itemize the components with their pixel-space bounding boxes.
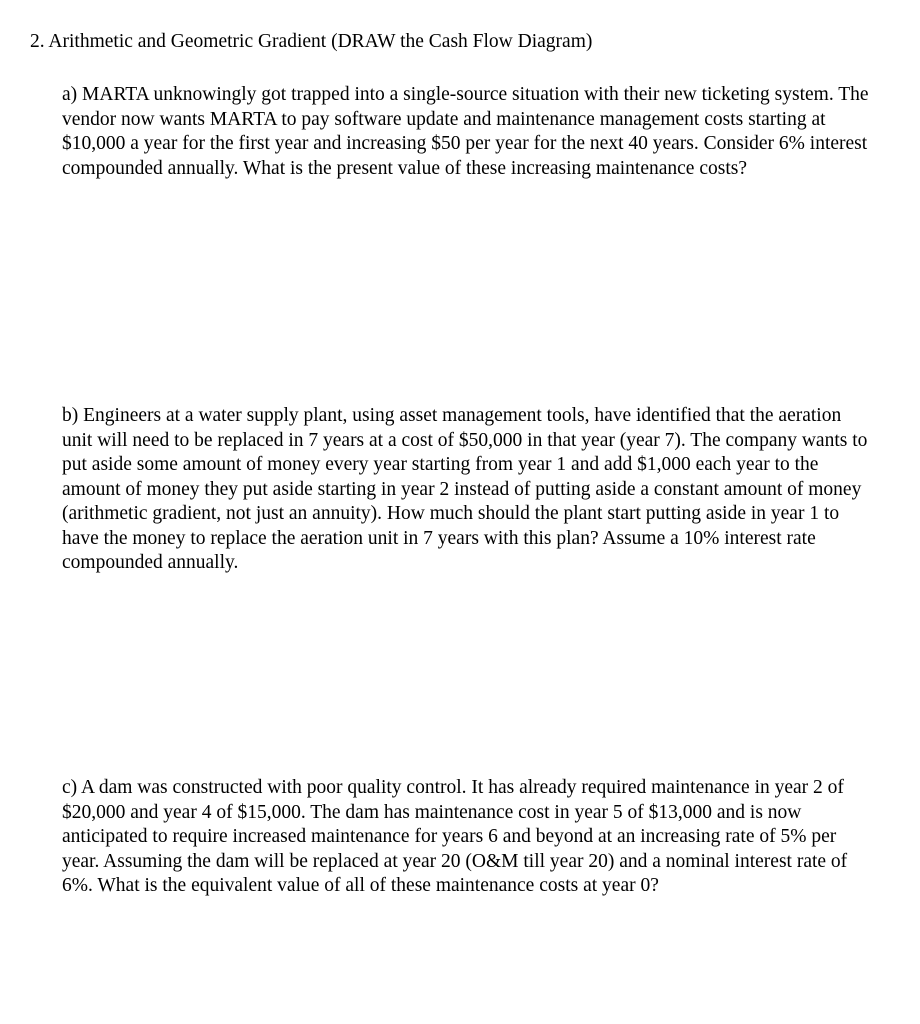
problem-part-a: a) MARTA unknowingly got trapped into a single-source situation with their new ticketing system. The vendor now wants MARTA to pay software update and maintenance management costs starting at $10,000 a year for the first year and increasing $50 per year for the next 40 years. Consider 6% interest compounded annually. What is the present value of these increasing maintenance costs?: [62, 84, 869, 179]
problem-part-c: c) A dam was constructed with poor quality control. It has already required maintenance in year 2 of $20,000 and year 4 of $15,000. The dam has maintenance cost in year 5 of $13,000 and is now anticipated to require increased maintenance for years 6 and beyond at an increasing rate of 5% per year. Assuming the dam will be replaced at year 20 (O&M till year 20) and a nominal interest rate of 6%. What is the equivalent value of all of these maintenance costs at year 0?: [62, 777, 848, 896]
problem-part-b: b) Engineers at a water supply plant, using asset management tools, have identified that the aeration unit will need to be replaced in 7 years at a cost of $50,000 in that year (year 7). The company wants to put aside some amount of money every year starting from year 1 and add $1,000 each year to the amount of money they put aside starting in year 2 instead of putting aside a constant amount of money (arithmetic gradient, not just an annuity). How much should the plant start putting aside in year 1 to have the money to replace the aeration unit in 7 years with this plan? Assume a 10% interest rate compounded annually.: [62, 405, 868, 573]
question-heading: 2. Arithmetic and Geometric Gradient (DRAW the Cash Flow Diagram): [30, 31, 593, 52]
